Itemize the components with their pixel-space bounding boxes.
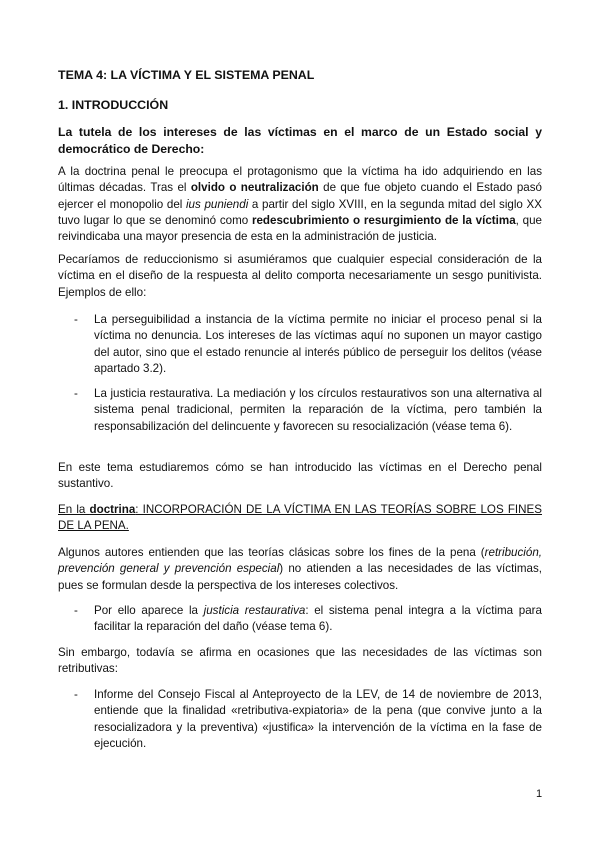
list-item bbox=[58, 603, 542, 636]
list-item-text: Por ello aparece la justicia restaurativa: el sistema penal integra a la víctima para facilitar la reparación del daño (véase tema 6). bbox=[94, 604, 542, 634]
subtitle: La tutela de los intereses de las víctimas en el marco de un Estado social y democrático de Derecho: bbox=[58, 125, 542, 156]
list-item bbox=[58, 687, 542, 752]
list-item bbox=[58, 386, 542, 435]
list-item-text: La perseguibilidad a instancia de la víctima permite no iniciar el proceso penal si la víctima no denuncia. Los intereses de las víctimas aquí no suponen un mayor castigo del autor, sino que el estado renuncie al interés público de perseguir los delitos (véase apartado 3.2). bbox=[94, 313, 542, 375]
doctrina-heading: En la doctrina: INCORPORACIÓN DE LA VÍCTIMA EN LAS TEORÍAS SOBRE LOS FINES DE LA PENA. bbox=[58, 503, 542, 533]
list-dash: - bbox=[74, 313, 78, 326]
paragraph-autores: Algunos autores entienden que las teorías clásicas sobre los fines de la pena (retribución, prevención general y prevención especial) no atienden a las necesidades de las víctimas, pues se formulan desde la perspectiva de los intereses colectivos. bbox=[58, 546, 542, 592]
list-dash: - bbox=[74, 604, 78, 617]
paragraph-sin-embargo: Sin embargo, todavía se afirma en ocasiones que las necesidades de las víctimas son retributivas: bbox=[58, 646, 542, 676]
paragraph-reduccionismo: Pecaríamos de reduccionismo si asumiéramos que cualquier especial consideración de la víctima en el diseño de la respuesta al delito comporta necesariamente un sesgo punitivista. Ejemplos de ello: bbox=[58, 253, 542, 299]
list-dash: - bbox=[74, 387, 78, 400]
list-item-text: La justicia restaurativa. La mediación y los círculos restaurativos son una alternativa al sistema penal tradicional, permiten la reparación de la víctima, pero también la responsabilización del delincuente y favorecen su resocialización (véase tema 6). bbox=[94, 387, 542, 433]
list-item bbox=[58, 312, 542, 377]
tema-title: TEMA 4: LA VÍCTIMA Y EL SISTEMA PENAL bbox=[58, 68, 315, 82]
section-title: 1. INTRODUCCIÓN bbox=[58, 98, 169, 112]
paragraph-tema: En este tema estudiaremos cómo se han introducido las víctimas en el Derecho penal sustantivo. bbox=[58, 461, 542, 491]
list-item-text: Informe del Consejo Fiscal al Anteproyecto de la LEV, de 14 de noviembre de 2013, entiende que la finalidad «retributiva-expiatoria» de la pena (que convive junto a la resocializadora y la preventiva) «justifica» la intervención de la víctima en la fase de ejecución. bbox=[94, 688, 542, 750]
paragraph-intro: A la doctrina penal le preocupa el protagonismo que la víctima ha ido adquiriendo en las últimas décadas. Tras el olvido o neutralización de que fue objeto cuando el Estado pasó ejercer el monopolio del ius puniendi a partir del siglo XVIII, en la segunda mitad del siglo XX tuvo lugar lo que se denominó como redescubrimiento o resurgimiento de la víctima, que reivindicaba una mayor presencia de esta en la administración de justicia. bbox=[58, 165, 542, 244]
page-number: 1 bbox=[536, 788, 543, 800]
list-dash: - bbox=[74, 688, 78, 701]
